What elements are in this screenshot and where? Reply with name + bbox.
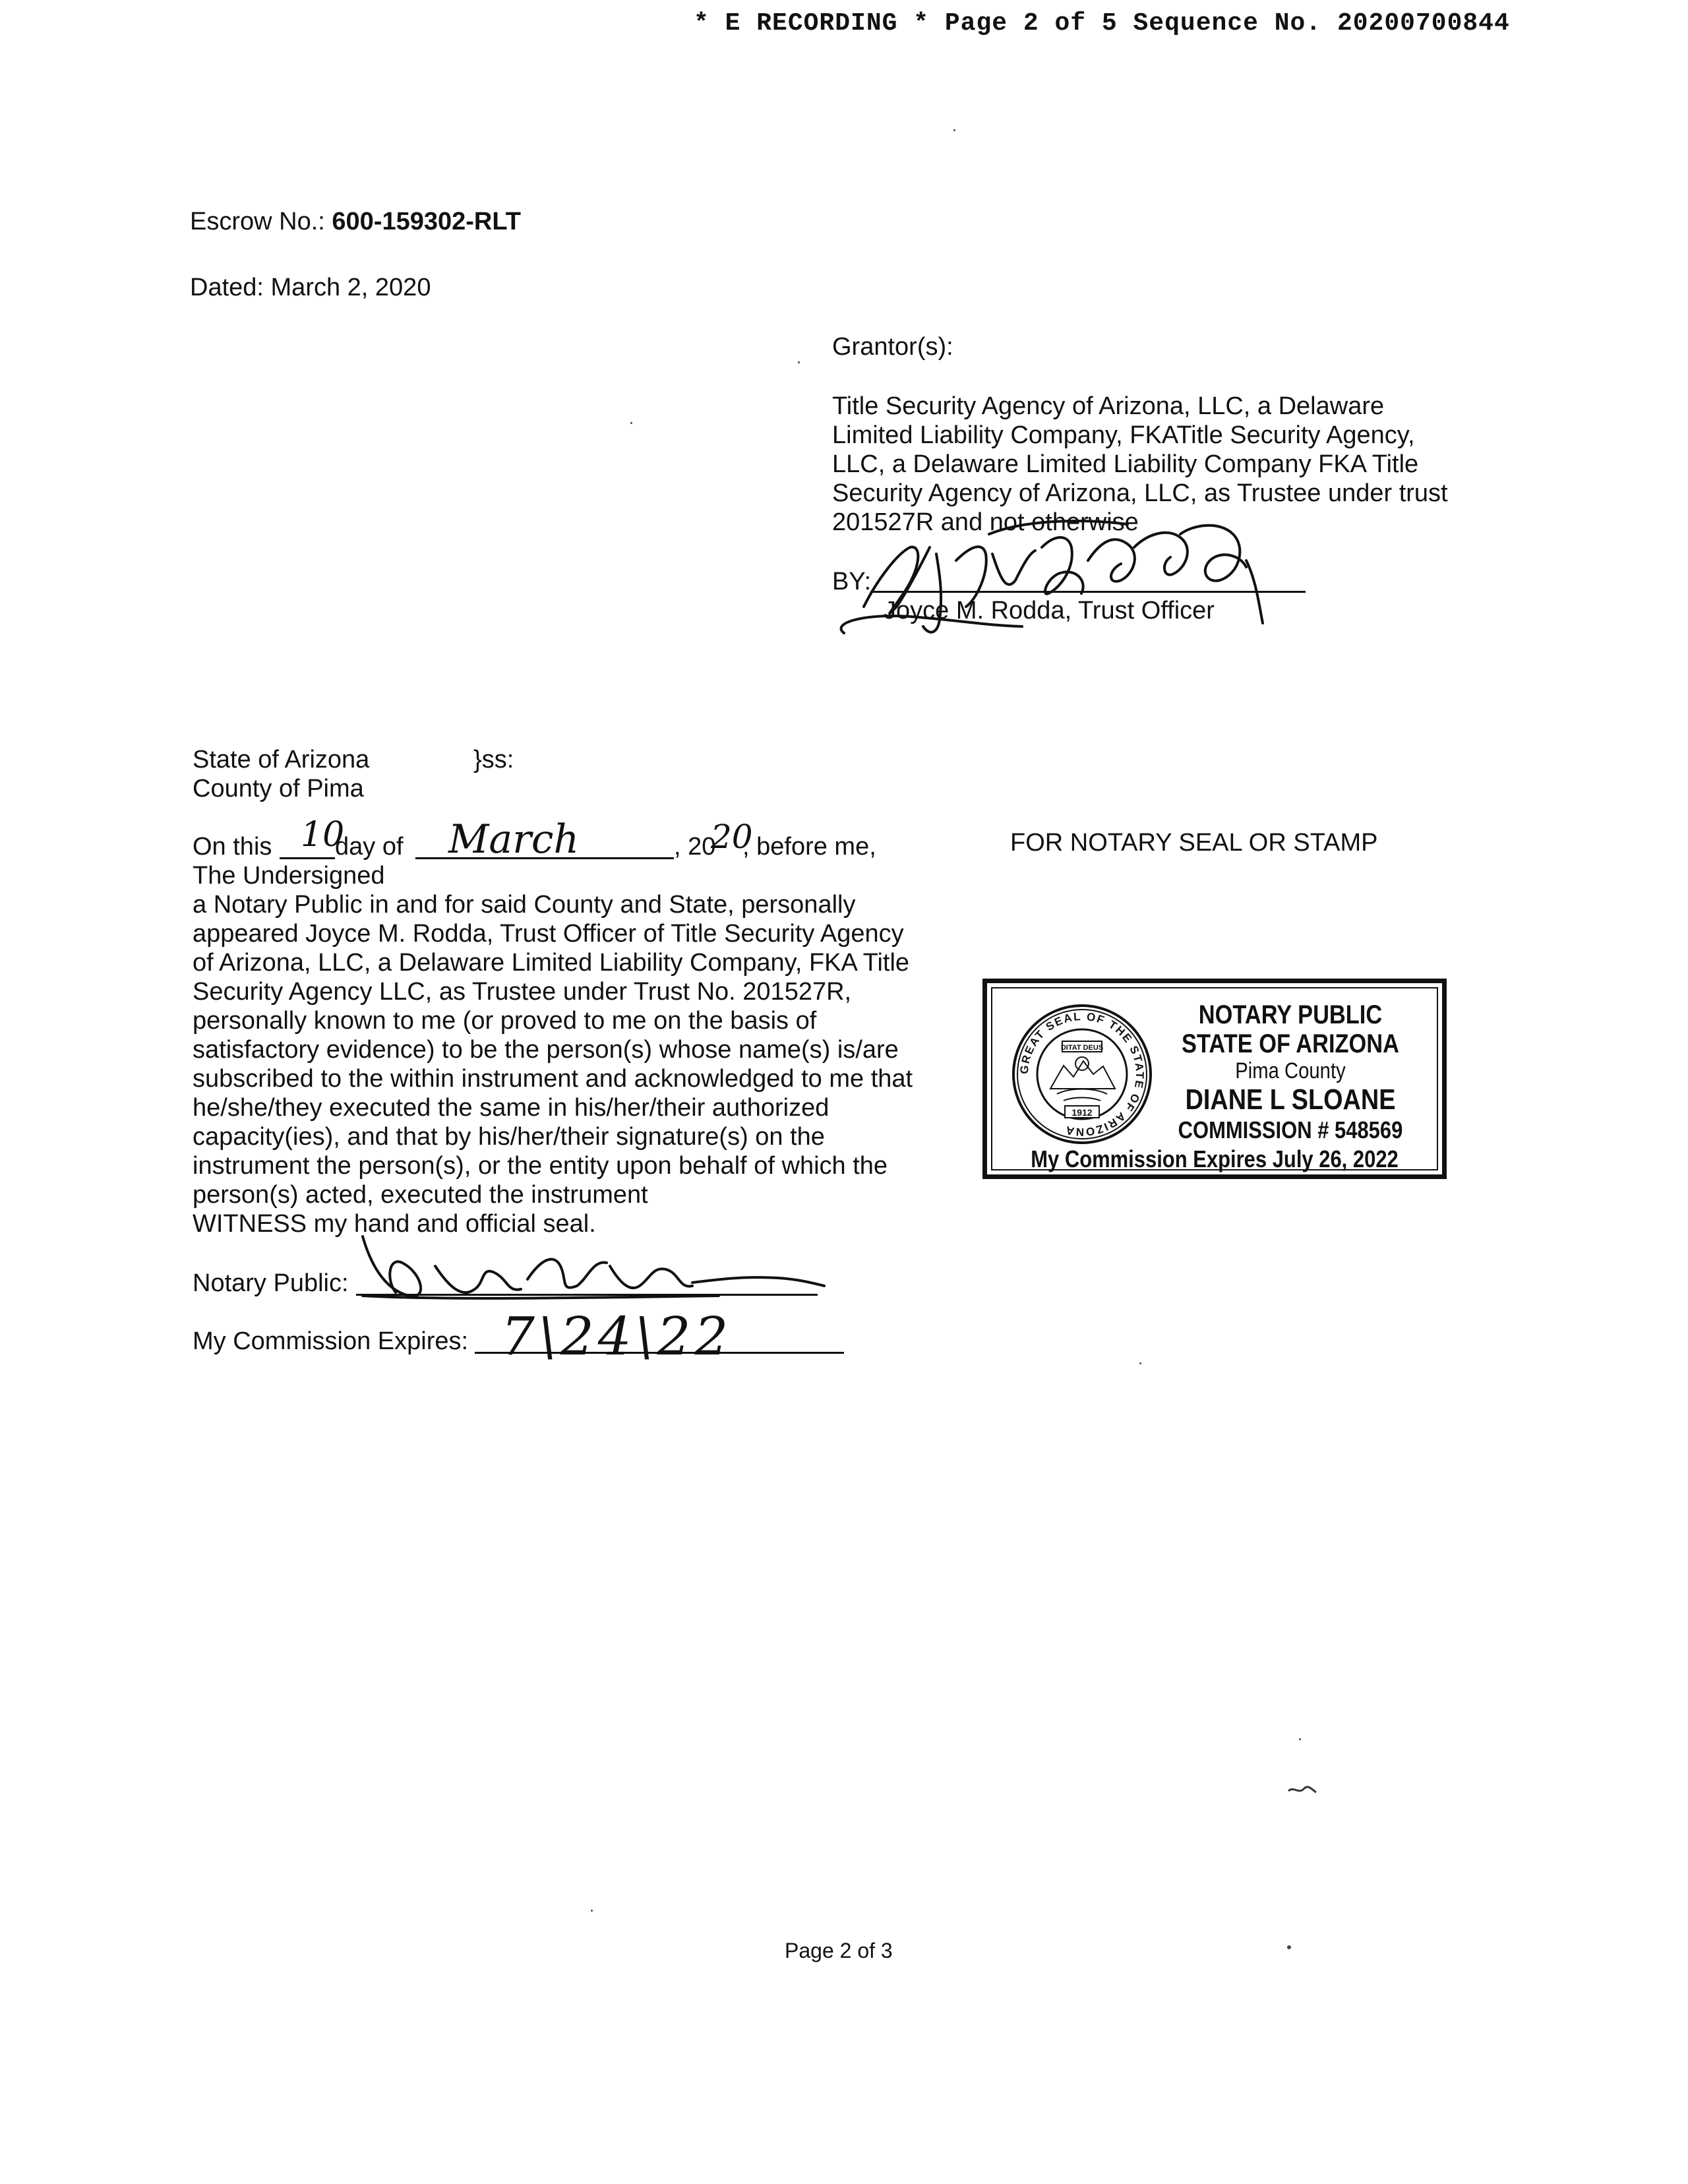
stamp-line-3: Pima County bbox=[1235, 1058, 1346, 1083]
ack-year-prefix: , 20 bbox=[674, 833, 716, 861]
grantor-signer-name: Joyce M. Rodda, Trust Officer bbox=[884, 597, 1215, 624]
ack-line-6: personally known to me (or proved to me on the basis of bbox=[193, 1007, 817, 1035]
ack-line-2: a Notary Public in and for said County and State, personally bbox=[193, 891, 856, 919]
scan-speck bbox=[591, 1910, 593, 1912]
scan-mark bbox=[1286, 1780, 1319, 1800]
seal-area-label: FOR NOTARY SEAL OR STAMP bbox=[1010, 829, 1378, 857]
ack-line-10: capacity(ies), and that by his/her/their signature(s) on the bbox=[193, 1123, 825, 1151]
escrow-row bbox=[190, 207, 521, 236]
escrow-label: Escrow No.: bbox=[190, 208, 325, 235]
commission-expires-label: My Commission Expires: bbox=[193, 1327, 469, 1355]
scan-speck bbox=[1287, 1945, 1291, 1949]
notary-public-label: Notary Public: bbox=[193, 1269, 349, 1297]
scan-speck bbox=[630, 422, 632, 424]
ack-line-4: of Arizona, LLC, a Delaware Limited Liability Company, FKA Title bbox=[193, 949, 910, 977]
month-handwritten: March bbox=[448, 816, 580, 863]
dated-value: March 2, 2020 bbox=[270, 274, 431, 301]
grantor-line-5: 201527R and not otherwise bbox=[832, 508, 1139, 536]
stamp-line-5: COMMISSION # 548569 bbox=[1178, 1116, 1403, 1143]
escrow-number: 600-159302-RLT bbox=[332, 208, 521, 235]
ack-line-8: subscribed to the within instrument and acknowledged to me that bbox=[193, 1065, 913, 1093]
ack-day-of: day of bbox=[335, 833, 404, 861]
grantor-line-4: Security Agency of Arizona, LLC, as Trustee under trust bbox=[832, 479, 1448, 507]
notary-stamp bbox=[982, 979, 1447, 1179]
scan-speck bbox=[798, 361, 800, 363]
notary-signature bbox=[349, 1227, 837, 1312]
dated-label: Dated: bbox=[190, 274, 264, 301]
grantor-line-3: LLC, a Delaware Limited Liability Company FKA Title bbox=[832, 450, 1419, 478]
ack-line-9: he/she/they executed the same in his/her/their authorized bbox=[193, 1094, 829, 1122]
scan-speck bbox=[953, 129, 955, 131]
day-blank bbox=[280, 857, 335, 859]
stamp-line-2: STATE OF ARIZONA bbox=[1182, 1029, 1399, 1058]
recording-header: * E RECORDING * Page 2 of 5 Sequence No. 20200700844 bbox=[694, 9, 1510, 38]
venue-ss: }ss: bbox=[473, 746, 514, 774]
seal-motto: DITAT DEUS bbox=[1060, 1044, 1104, 1052]
ack-on-this: On this bbox=[193, 833, 272, 861]
ack-line-13: WITNESS my hand and official seal. bbox=[193, 1210, 596, 1238]
seal-text: GREAT SEAL OF THE STATE OF ARIZONA bbox=[1017, 1010, 1147, 1139]
grantor-line-2: Limited Liability Company, FKATitle Security Agency, bbox=[832, 421, 1415, 449]
page-footer: Page 2 of 3 bbox=[785, 1939, 893, 1962]
scan-speck bbox=[1299, 1738, 1301, 1740]
ack-line-12: person(s) acted, executed the instrument bbox=[193, 1181, 648, 1209]
stamp-line-6: My Commission Expires July 26, 2022 bbox=[1031, 1145, 1399, 1172]
by-label: BY: bbox=[832, 568, 872, 595]
ack-line-7: satisfactory evidence) to be the person(s) whose name(s) is/are bbox=[193, 1036, 899, 1064]
venue-state: State of Arizona bbox=[193, 746, 370, 774]
ack-line-5: Security Agency LLC, as Trustee under Trust No. 201527R, bbox=[193, 978, 852, 1006]
ack-line-11: instrument the person(s), or the entity upon behalf of which the bbox=[193, 1152, 888, 1180]
scan-speck bbox=[1139, 1362, 1141, 1364]
grantor-signature bbox=[824, 508, 1325, 640]
grantor-line-1: Title Security Agency of Arizona, LLC, a Delaware bbox=[832, 392, 1385, 420]
year-handwritten: 20 bbox=[711, 818, 753, 856]
venue-county: County of Pima bbox=[193, 775, 364, 803]
day-handwritten: 10 bbox=[301, 815, 345, 855]
arizona-seal-icon bbox=[1011, 1003, 1153, 1145]
dated-row bbox=[190, 273, 431, 302]
seal-year: 1912 bbox=[1071, 1107, 1093, 1118]
ack-before-me: , before me, bbox=[742, 833, 876, 861]
stamp-line-1: NOTARY PUBLIC bbox=[1198, 1000, 1383, 1029]
ack-line-3: appeared Joyce M. Rodda, Trust Officer of Title Security Agency bbox=[193, 920, 904, 948]
stamp-line-4: DIANE L SLOANE bbox=[1185, 1083, 1396, 1116]
ack-line-1: The Undersigned bbox=[193, 862, 385, 890]
grantor-label: Grantor(s): bbox=[832, 333, 953, 361]
commission-expires-handwritten: 7\24\22 bbox=[501, 1306, 733, 1367]
